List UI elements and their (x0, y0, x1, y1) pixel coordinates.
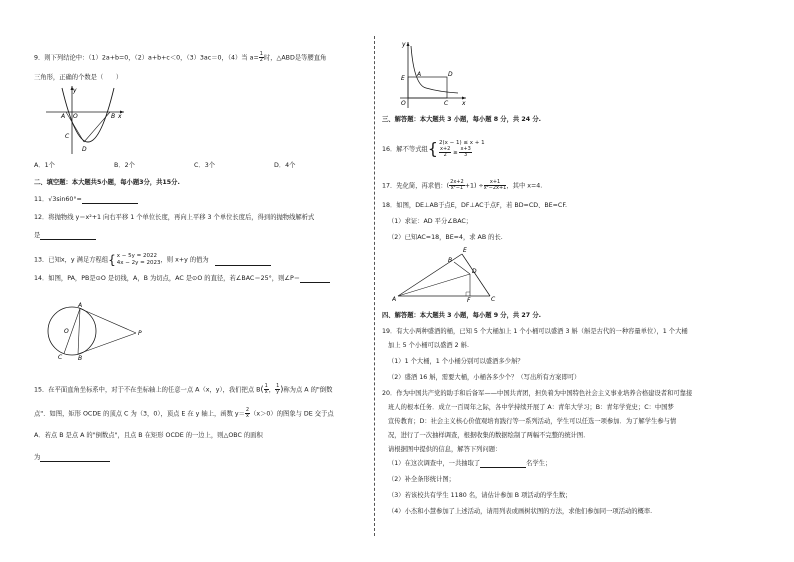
q15-line4 (34, 454, 110, 462)
q18-sub1: （1）求证：AD 平分∠BAC； (388, 218, 473, 225)
q20-line4: 况，进行了一次抽样调查，根据收集的数据绘制了两幅不完整的统计图． (388, 432, 590, 439)
q16-eq2-l-den: 2 (443, 151, 447, 158)
q13-post: ，则 x+y 的值为 (160, 256, 209, 264)
label-a: A (417, 71, 422, 78)
q15-line3: A．若点 B 是点 A 的"倒数点"，且点 B 在矩形 OCDE 的一边上，则△OBC 的面积 (34, 432, 263, 439)
q12-line1: 12．将抛物线 y＝x²+1 向右平移 1 个单位长度，再向上平移 3 个单位长度后，得到的抛物线解析式 (34, 214, 315, 221)
label-d: D (82, 146, 87, 153)
q14-answer-blank[interactable] (300, 276, 330, 283)
q15-line4-text: 为 (34, 454, 41, 461)
tangent-pa (80, 309, 136, 334)
q16-eq2-left (439, 147, 451, 158)
q16-eq2 (439, 147, 485, 158)
label-c: C (444, 100, 449, 107)
q15-line2-pre: 点"．如图，矩形 OCDE 的顶点 C 为（3，0），顶点 E 在 y 轴上，函数 y＝ (34, 410, 245, 418)
q9-option-c[interactable]: C．3个 (194, 162, 215, 169)
tangent-pb (78, 333, 136, 354)
q20-sub1-answer-blank[interactable] (480, 461, 526, 468)
q19-line2: 加上 5 个小桶可以盛酒 2 斛. (388, 342, 469, 349)
q15-fn-num: 2 (245, 407, 250, 413)
q15-rectangle-hyperbola-graph (396, 40, 468, 110)
q16-pre: 16．解不等式组 (382, 145, 428, 153)
left-column (34, 42, 374, 552)
q11-text: 11．√3sin60°= (34, 196, 82, 203)
q18-line1: 18．如图，DE⊥AB于点E，DF⊥AC于点F，若 BD=CD、BE=CF. (382, 202, 567, 209)
q20-sub1 (388, 460, 551, 468)
q20-sub4: （4）小杰和小慧参加了上述活动，请用列表或画树状图的方法，求他们参加同一项活动的概率. (388, 508, 653, 515)
q9-frac-den: 2 (259, 57, 263, 63)
q20-sub3: （3）若该校共有学生 1180 名，请估计参加 B 项活动的学生数； (388, 492, 572, 499)
q9-option-d[interactable]: D．4个 (274, 162, 296, 169)
label-a: A (61, 113, 66, 120)
label-c: C (491, 296, 496, 302)
label-y: y (402, 41, 406, 48)
label-o: O (64, 328, 69, 335)
column-divider (374, 36, 375, 536)
q9-parabola-graph (44, 86, 124, 156)
q9-stem-tail: 时，△ABD是等腰直角 (263, 54, 327, 62)
q20-sub1-pre: （1）在这次调查中，一共抽取了 (388, 460, 481, 467)
perp-de (454, 262, 470, 274)
q20-line5: 请根据图中提供的信息，解答下列问题： (388, 446, 502, 453)
parabola-curve (62, 88, 114, 142)
q19-line1: 19．有大小两种盛酒的桶，已知 5 个大桶加上 1 个小桶可以盛酒 3 斛（斛是古代的一种容量单位），1 个大桶 (382, 328, 688, 335)
label-b: B (111, 113, 116, 120)
q16-eq1: 2(x − 1) ≤ x + 1 (438, 140, 485, 146)
q16-eq2-r-num: x+3 (460, 145, 471, 152)
q15-b-den1: x (264, 389, 268, 395)
q13-brace: { (108, 252, 116, 267)
q15-line1-post: 称为点 A 的"倒数 (283, 386, 333, 394)
rectangle-ocde (408, 77, 447, 98)
label-x: x (462, 100, 466, 107)
q12-line2-text: 是 (34, 232, 41, 239)
q20-line2: 班人的根本任务．成立一百周年之际，各中学持续开展了 A：青年大学习；B：青年学党史；C：中国梦 (388, 404, 674, 411)
q12-answer-blank[interactable] (40, 233, 96, 240)
q9-stem-line2: 三角形，正确的个数是（ ） (34, 74, 123, 81)
q16-brace: { (427, 138, 438, 158)
q15-b-den2: y (276, 389, 280, 395)
q16-system (439, 140, 485, 158)
q14-line1 (34, 275, 330, 283)
q17-post: ，其中 x=4. (506, 182, 543, 190)
q13-system (117, 253, 161, 266)
q18-sub2: （2）已知AC=18，BE=4，求 AB 的长. (388, 234, 503, 241)
q13-answer-blank[interactable] (215, 259, 271, 266)
q16-eq2-l-num: x+2 (439, 145, 451, 152)
y-axis-arrow (407, 42, 410, 46)
section2-heading: 二、填空题：本大题共5小题，每小题3分，共15分. (34, 179, 180, 186)
label-x: x (118, 113, 122, 120)
q20-sub2: （2）补全条形统计图； (388, 476, 455, 483)
label-d: D (472, 268, 477, 275)
q14-circle-tangent-figure (44, 302, 154, 360)
label-y: y (73, 87, 77, 94)
label-d: D (448, 71, 453, 78)
label-o: O (73, 113, 78, 120)
q16-eq2-op: ≥ (453, 149, 458, 156)
section4-heading: 四、解答题：本大题共 3 小题，每小题 9 分，共 27 分. (382, 312, 542, 319)
q13-eq2: 4x − 2y = 2023 (116, 259, 161, 266)
q16-eq2-right (459, 147, 471, 158)
q9-stem (34, 52, 326, 63)
q9-option-b[interactable]: B．2个 (114, 162, 135, 169)
q14-text: 14．如图，PA，PB是⊙O 是切线，A，B 为切点，AC 是⊙O 的直径，若∠BAC＝25°，则∠P＝ (34, 275, 301, 282)
label-b: B (448, 257, 453, 264)
q15-line1-pre: 15．在平面直角坐标系中，对于不在坐标轴上的任意一点 A（x，y），我们把点 B (34, 386, 261, 394)
q15-line1: 15．在平面直角坐标系中，对于不在坐标轴上的任意一点 A（x，y），我们把点 B( $\frac{1}{x}$ ， $\frac{1}{y}$ )称为点 A 的"倒数 (34, 383, 333, 395)
q19-sub2: （2）盛酒 16 斛，需要大桶，小桶各多少个？（写出所有方案即可） (388, 374, 581, 381)
q17-frac-b (484, 180, 507, 191)
q15-b-x-frac (264, 384, 269, 395)
label-e: E (401, 75, 405, 82)
label-c: C (58, 354, 63, 360)
q17 (382, 180, 542, 191)
q9-frac-num: 1 (259, 51, 263, 57)
right-column (382, 36, 764, 556)
label-f: F (467, 297, 471, 302)
q11 (34, 196, 138, 204)
segment-db (84, 112, 110, 142)
q17-b-num: x+1 (484, 180, 507, 186)
section3-heading: 三、解答题：本大题共 3 小题，每小题 8 分，共 24 分. (382, 116, 542, 123)
side-ab (398, 254, 462, 296)
q20-line3: 宣传教育；D：社会主义核心价值观培育践行等一系列活动，学生可以任选一项参加．为了解学生参与情 (388, 418, 677, 425)
q13 (34, 253, 271, 266)
q20-line1: 20．作为中国共产党的助手和后备军——中国共青团，担负着为中国特色社会主义事业培养合格建设者和可靠接 (382, 390, 693, 397)
hyperbola-curve (411, 46, 458, 93)
label-a: A (78, 302, 83, 309)
q19-sub1: （1）1 个大桶，1 个小桶分别可以盛酒多少斛？ (388, 358, 524, 365)
q11-answer-blank[interactable] (82, 197, 138, 204)
label-c: C (65, 133, 70, 140)
q15-answer-blank[interactable] (40, 455, 110, 462)
label-p: P (138, 330, 142, 337)
q17-a-den: x²−1 (450, 185, 464, 191)
q20-sub1-post: 名学生； (526, 460, 552, 467)
right-angle-f (466, 292, 470, 296)
q18-triangle-figure (392, 246, 502, 302)
q15-fn-den: x (246, 413, 249, 419)
q17-b-den: x²−2x+1 (483, 185, 507, 191)
q15-b-num2: 1 (276, 383, 280, 389)
q9-option-a[interactable]: A．1个 (34, 162, 55, 169)
bisector-ad (398, 274, 470, 296)
q15-line2-post: （x＞0）的图象与 DE 交于点 (250, 410, 334, 418)
q13-eq1: x − 5y = 2022 (116, 253, 157, 259)
q16-eq2-r-den: 3 (464, 151, 468, 158)
q12-line2 (34, 232, 96, 240)
q13-pre: 13．已知x，y 满足方程组 (34, 256, 109, 264)
q17-a-num: 2x+2 (450, 179, 464, 185)
q17-mid: +1) ÷ (464, 182, 484, 190)
q15-b-num1: 1 (264, 383, 268, 389)
q17-frac-a (449, 180, 465, 191)
q9-stem-text: 9．则下列结论中：（1）2a+b=0，（2）a+b+c＜0，（3）3ac＝0，（4）当 a= (34, 54, 259, 62)
q16 (382, 140, 485, 158)
label-e: E (463, 247, 467, 254)
q17-pre: 17．先化简，再求值：( (382, 182, 450, 190)
label-b: B (78, 355, 83, 360)
q15-line2 (34, 408, 334, 419)
label-a: A (392, 296, 397, 302)
chord-ab (78, 309, 80, 355)
label-o: O (401, 100, 406, 107)
